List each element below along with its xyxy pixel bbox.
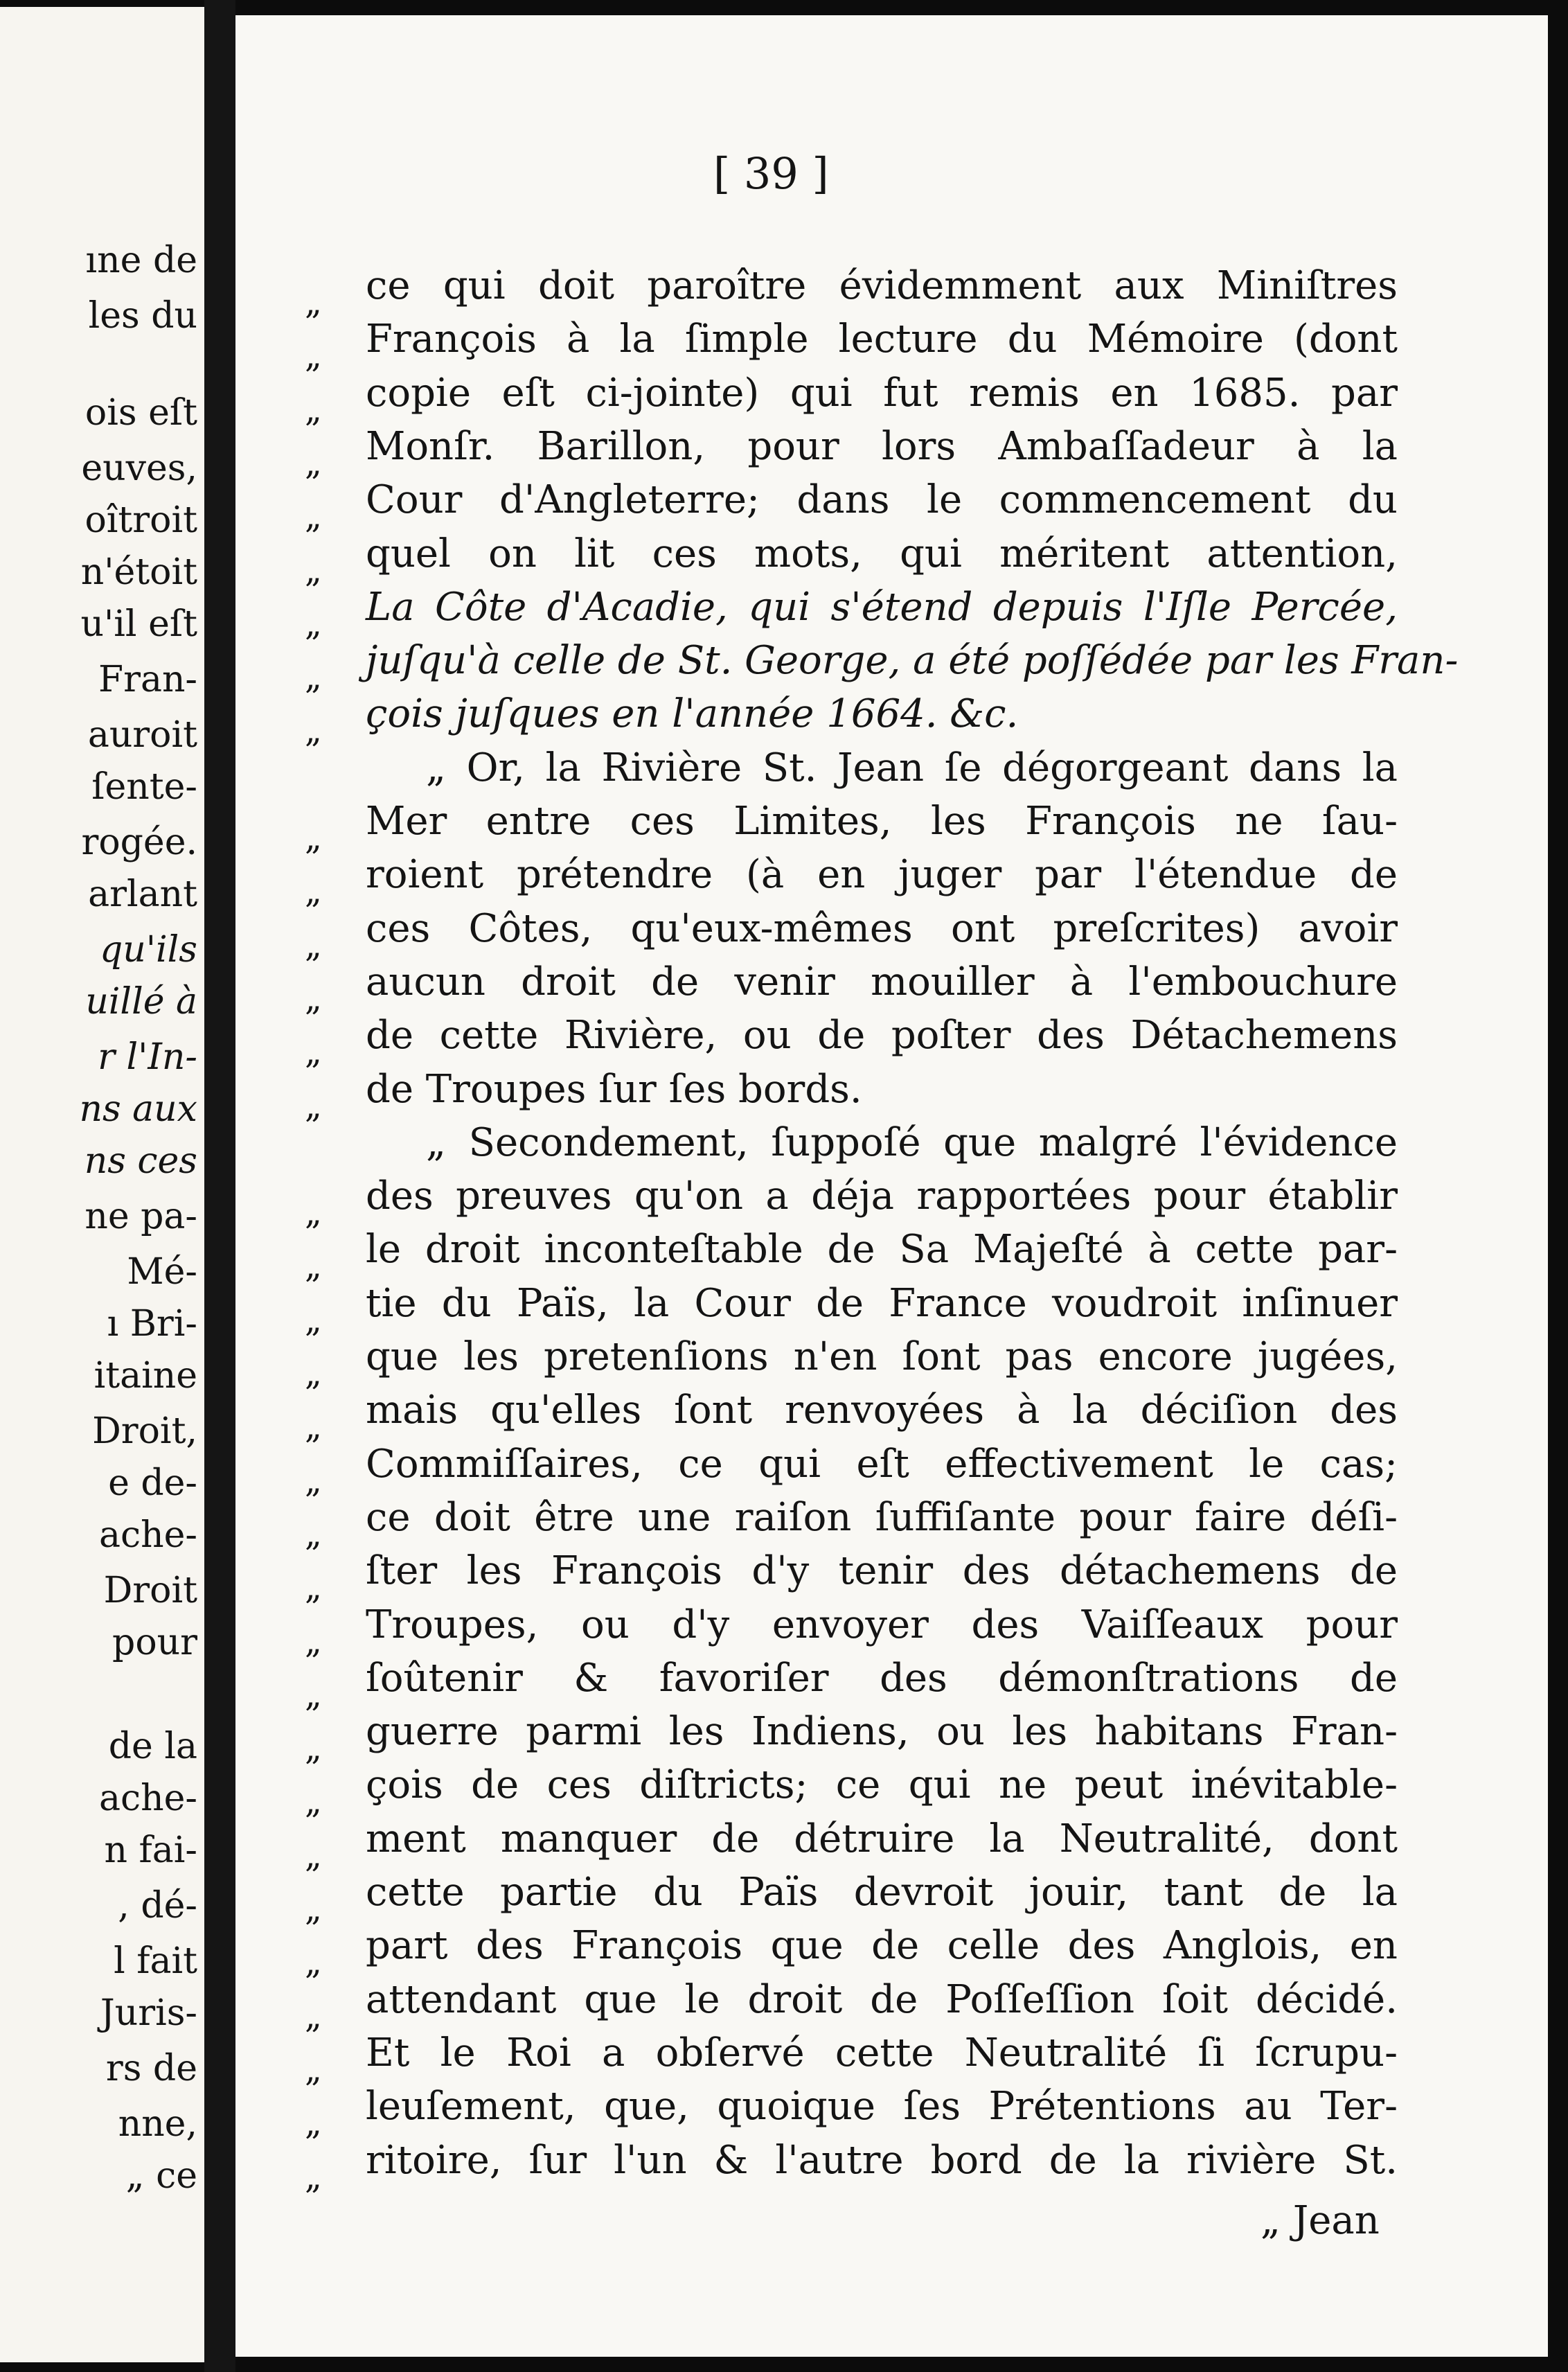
facing-page-line: auroit	[87, 714, 197, 756]
text-line: leuſement, que, quoique ſes Prétentions au Ter-	[366, 2084, 1398, 2129]
text-line: roient prétendre (à en juger par l'étendue de	[366, 852, 1398, 897]
quotation-mark: „	[305, 1247, 322, 1286]
quotation-mark: „	[305, 1033, 322, 1072]
facing-page-line: rs de	[105, 2048, 197, 2089]
facing-page-line: , dé-	[118, 1885, 197, 1927]
facing-page-line: ns ces	[84, 1140, 197, 1182]
quotation-mark: „	[305, 2158, 322, 2197]
text-line: çois juſques en l'année 1664. &c.	[366, 691, 1019, 736]
text-line: juſqu'à celle de St. George, a été poſſédée par les Fran-	[366, 638, 1459, 683]
quotation-mark: „	[305, 2104, 322, 2143]
quotation-mark: „	[305, 1943, 322, 1982]
facing-page-line: r l'In-	[98, 1036, 197, 1078]
quotation-mark: „	[305, 605, 322, 644]
quotation-mark: „	[305, 1301, 322, 1340]
facing-page-line: nne,	[118, 2103, 197, 2145]
facing-page-line: ſente-	[91, 766, 197, 808]
text-line: ſter les François d'y tenir des détachemens de	[366, 1548, 1398, 1593]
facing-page-line: n'étoit	[80, 551, 197, 593]
text-line: copie eſt ci-jointe) qui fut remis en 1685. par	[366, 371, 1398, 416]
facing-page-line: oîtroit	[84, 499, 197, 541]
facing-page-line: ache-	[99, 1778, 197, 1819]
text-line: Mer entre ces Limites, les François ne ſau-	[366, 799, 1398, 844]
text-line: La Côte d'Acadie, qui s'étend depuis l'Iſle Percée,	[366, 585, 1398, 630]
facing-page-line: ne pa-	[84, 1196, 197, 1237]
text-line: ce qui doit paroître évidemment aux Miniſtres	[366, 263, 1398, 308]
quotation-mark: „	[305, 980, 322, 1018]
text-line: de cette Rivière, ou de poſter des Détachemens	[366, 1013, 1398, 1058]
text-line: part des François que de celle des Anglois, en	[366, 1923, 1398, 1968]
text-line: guerre parmi les Indiens, ou les habitans Fran-	[366, 1709, 1398, 1754]
facing-page-line: ois eſt	[84, 392, 197, 434]
text-line: çois de ces diſtricts; ce qui ne peut inévitable-	[366, 1762, 1398, 1807]
text-line: „ Or, la Rivière St. Jean ſe dégorgeant dans la	[426, 745, 1398, 790]
quotation-mark: „	[305, 1462, 322, 1501]
quotation-mark: „	[305, 1354, 322, 1393]
facing-page-line: les du	[88, 295, 197, 337]
facing-page-line: Mé-	[127, 1251, 197, 1293]
quotation-mark: „	[305, 872, 322, 911]
text-line: mais qu'elles ſont renvoyées à la déciſion des	[366, 1388, 1398, 1433]
text-line: le droit inconteſtable de Sa Majeſté à cette par-	[366, 1227, 1398, 1272]
quotation-mark: „	[305, 337, 322, 375]
quotation-mark: „	[305, 658, 322, 697]
facing-page-line: qu'ils	[99, 929, 197, 971]
page-number-header: [ 39 ]	[713, 148, 829, 199]
facing-page-line: pour	[112, 1622, 197, 1663]
quotation-mark: „	[305, 1087, 322, 1126]
quotation-mark: „	[305, 1515, 322, 1554]
book-gutter	[204, 0, 235, 2372]
text-line: tie du Païs, la Cour de France voudroit inſinuer	[366, 1281, 1398, 1326]
quotation-mark: „	[305, 551, 322, 590]
text-line: que les pretenſions n'en ſont pas encore jugées,	[366, 1334, 1398, 1379]
quotation-mark: „	[305, 1622, 322, 1661]
facing-page-line: uillé à	[85, 981, 197, 1023]
facing-page-line: ns aux	[79, 1088, 197, 1130]
facing-page-line: Droit	[103, 1570, 197, 1611]
quotation-mark: „	[305, 1997, 322, 2036]
text-line: Et le Roi a obſervé cette Neutralité ſi ſcrupu-	[366, 2030, 1398, 2076]
facing-page-line: ıne de	[85, 240, 197, 281]
text-line: ces Côtes, qu'eux-mêmes ont preſcrites) avoir	[366, 906, 1398, 951]
facing-page-line: de la	[108, 1726, 197, 1767]
quotation-mark: „	[305, 1408, 322, 1446]
text-line: François à la ſimple lecture du Mémoire (dont	[366, 317, 1398, 362]
page-edge	[1548, 0, 1568, 2372]
text-line: Monſr. Barillon, pour lors Ambaſſadeur à la	[366, 424, 1398, 469]
facing-page-line: l fait	[114, 1940, 197, 1982]
facing-page-line: arlant	[88, 874, 197, 915]
catchword: „ Jean	[1260, 2198, 1380, 2243]
facing-page-line: Fran-	[98, 659, 197, 700]
text-line: des preuves qu'on a déja rapportées pour établir	[366, 1174, 1398, 1219]
quotation-mark: „	[305, 1729, 322, 1768]
facing-page-fragment	[0, 7, 204, 2362]
quotation-mark: „	[305, 1836, 322, 1875]
quotation-mark: „	[305, 1676, 322, 1715]
text-line: ritoire, ſur l'un & l'autre bord de la rivière St.	[366, 2138, 1398, 2183]
facing-page-line: Droit,	[92, 1410, 197, 1452]
facing-page-line: „ ce	[125, 2155, 197, 2197]
facing-page-line: rogée.	[81, 822, 197, 863]
text-line: attendant que le droit de Poſſeſſion ſoit décidé.	[366, 1977, 1398, 2022]
facing-page-line: ache-	[99, 1514, 197, 1556]
facing-page-line: Juris-	[100, 1992, 197, 2034]
facing-page-line: itaine	[93, 1355, 197, 1397]
facing-page-line: ı Bri-	[107, 1303, 197, 1345]
text-line: de Troupes ſur ſes bords.	[366, 1067, 862, 1112]
text-line: ce doit être une raiſon ſuffiſante pour faire déſi-	[366, 1495, 1398, 1540]
quotation-mark: „	[305, 2051, 322, 2089]
quotation-mark: „	[305, 1568, 322, 1607]
quotation-mark: „	[305, 497, 322, 536]
text-line: aucun droit de venir mouiller à l'embouchure	[366, 959, 1398, 1004]
quotation-mark: „	[305, 1782, 322, 1821]
text-line: ment manquer de détruire la Neutralité, dont	[366, 1816, 1398, 1861]
facing-page-line: e de-	[108, 1462, 197, 1504]
quotation-mark: „	[305, 283, 322, 322]
quotation-mark: „	[305, 1194, 322, 1232]
text-line: quel on lit ces mots, qui méritent attention,	[366, 531, 1398, 576]
quotation-mark: „	[305, 711, 322, 750]
quotation-mark: „	[305, 444, 322, 483]
text-line: ſoûtenir & favoriſer des démonſtrations de	[366, 1656, 1398, 1701]
quotation-mark: „	[305, 819, 322, 858]
facing-page-line: euves,	[81, 448, 197, 489]
quotation-mark: „	[305, 926, 322, 965]
quotation-mark: „	[305, 391, 322, 430]
text-line: cette partie du Païs devroit jouir, tant de la	[366, 1870, 1398, 1915]
text-line: Cour d'Angleterre; dans le commencement du	[366, 477, 1398, 522]
text-line: Troupes, ou d'y envoyer des Vaiſſeaux pour	[366, 1602, 1398, 1647]
quotation-mark: „	[305, 1890, 322, 1929]
facing-page-line: u'il eſt	[80, 603, 197, 645]
text-line: Commiſſaires, ce qui eſt effectivement le cas;	[366, 1442, 1398, 1487]
facing-page-line: n fai-	[104, 1830, 197, 1871]
text-line: „ Secondement, ſuppoſé que malgré l'évidence	[426, 1120, 1398, 1165]
